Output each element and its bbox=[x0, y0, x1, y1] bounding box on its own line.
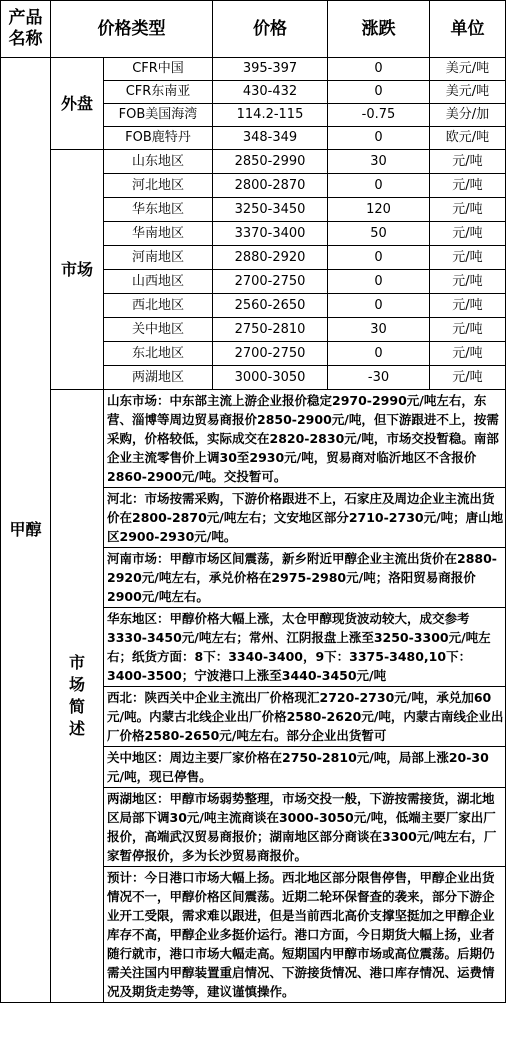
table-row bbox=[1, 150, 506, 174]
price-change: 0 bbox=[328, 127, 430, 150]
price-change: 0 bbox=[328, 81, 430, 104]
price-type: 西北地区 bbox=[104, 294, 213, 318]
price-change: -30 bbox=[328, 366, 430, 390]
price-unit: 元/吨 bbox=[430, 150, 506, 174]
price-type: FOB美国海湾 bbox=[104, 104, 213, 127]
price-value: 2700-2750 bbox=[213, 270, 328, 294]
price-value: 2750-2810 bbox=[213, 318, 328, 342]
price-change: 50 bbox=[328, 222, 430, 246]
table-row bbox=[1, 58, 506, 81]
external-label: 外盘 bbox=[51, 58, 104, 150]
summary-row bbox=[1, 390, 506, 488]
price-value: 2880-2920 bbox=[213, 246, 328, 270]
summary-label: 市场简述 bbox=[51, 390, 104, 1003]
price-change: 0 bbox=[328, 342, 430, 366]
price-change: 0 bbox=[328, 246, 430, 270]
price-type: 东北地区 bbox=[104, 342, 213, 366]
price-value: 348-349 bbox=[213, 127, 328, 150]
price-type: 华东地区 bbox=[104, 198, 213, 222]
summary-paragraph: 华东地区：甲醇价格大幅上涨，太仓甲醇现货波动较大，成交参考3330-3450元/吨左右；常州、江阴报盘上涨至3250-3300元/吨左右；纸货方面：8下：3340-3400，9下：3375-3480,10下：3400-3500；宁波港口上涨至3440-3450元/吨 bbox=[104, 608, 506, 687]
price-change: 0 bbox=[328, 294, 430, 318]
price-unit: 元/吨 bbox=[430, 222, 506, 246]
header-unit: 单位 bbox=[430, 1, 506, 58]
price-change: 30 bbox=[328, 318, 430, 342]
price-value: 3370-3400 bbox=[213, 222, 328, 246]
price-type: 关中地区 bbox=[104, 318, 213, 342]
summary-paragraph: 西北：陕西关中企业主流出厂价格现汇2720-2730元/吨，承兑加60元/吨。内蒙古北线企业出厂价格2580-2620元/吨，内蒙古南线企业出厂价格2580-2650元/吨左右。部分企业出货暂可 bbox=[104, 687, 506, 747]
price-unit: 元/吨 bbox=[430, 318, 506, 342]
price-unit: 美元/吨 bbox=[430, 58, 506, 81]
header-change: 涨跌 bbox=[328, 1, 430, 58]
header-type: 价格类型 bbox=[51, 1, 213, 58]
price-value: 114.2-115 bbox=[213, 104, 328, 127]
price-value: 2850-2990 bbox=[213, 150, 328, 174]
market-label: 市场 bbox=[51, 150, 104, 390]
price-change: 30 bbox=[328, 150, 430, 174]
price-unit: 元/吨 bbox=[430, 198, 506, 222]
price-change: 0 bbox=[328, 58, 430, 81]
price-value: 430-432 bbox=[213, 81, 328, 104]
summary-paragraph: 预计：今日港口市场大幅上扬。西北地区部分限售停售，甲醇企业出货情况不一，甲醇价格区间震荡。近期二轮环保督查的袭来，部分下游企业开工受限，需求难以跟进，但是当前西北高价支撑坚挺加之甲醇企业库存不高，甲醇企业多挺价运行。港口方面，今日期货大幅上扬，业者随行就市，港口市场大幅走高。短期国内甲醇市场或高位震荡。后期仍需关注国内甲醇装置重启情况、下游接货情况、港口库存情况、运费情况及期货走势等，建议谨慎操作。 bbox=[104, 867, 506, 1003]
header-price: 价格 bbox=[213, 1, 328, 58]
price-change: 0 bbox=[328, 174, 430, 198]
product-name: 甲醇 bbox=[1, 58, 51, 1003]
price-type: CFR中国 bbox=[104, 58, 213, 81]
price-type: 河南地区 bbox=[104, 246, 213, 270]
price-value: 2800-2870 bbox=[213, 174, 328, 198]
price-type: 山西地区 bbox=[104, 270, 213, 294]
price-unit: 美元/吨 bbox=[430, 81, 506, 104]
price-type: 华南地区 bbox=[104, 222, 213, 246]
price-change: -0.75 bbox=[328, 104, 430, 127]
price-change: 120 bbox=[328, 198, 430, 222]
price-unit: 元/吨 bbox=[430, 366, 506, 390]
summary-paragraph: 关中地区：周边主要厂家价格在2750-2810元/吨，局部上涨20-30元/吨，现已停售。 bbox=[104, 747, 506, 788]
price-unit: 美分/加 bbox=[430, 104, 506, 127]
summary-paragraph: 河北：市场按需采购，下游价格跟进不上，石家庄及周边企业主流出货价在2800-2870元/吨左右；文安地区部分2710-2730元/吨；唐山地区2900-2930元/吨。 bbox=[104, 488, 506, 548]
header-row bbox=[1, 1, 506, 58]
price-type: 两湖地区 bbox=[104, 366, 213, 390]
price-unit: 元/吨 bbox=[430, 174, 506, 198]
header-product: 产品名称 bbox=[1, 1, 51, 58]
price-value: 2700-2750 bbox=[213, 342, 328, 366]
summary-paragraph: 山东市场：中东部主流上游企业报价稳定2970-2990元/吨左右，东营、淄博等周边贸易商报价2850-2900元/吨，但下游跟进不上，按需采购，价格较低，实际成交在2820-2830元/吨，市场交投暂稳。南部企业主流零售价上调30至2930元/吨，贸易商对临沂地区不含报价2860-2900元/吨。交投暂可。 bbox=[104, 390, 506, 488]
price-value: 395-397 bbox=[213, 58, 328, 81]
price-type: 河北地区 bbox=[104, 174, 213, 198]
price-unit: 元/吨 bbox=[430, 270, 506, 294]
price-change: 0 bbox=[328, 270, 430, 294]
summary-paragraph: 河南市场：甲醇市场区间震荡，新乡附近甲醇企业主流出货价在2880-2920元/吨左右，承兑价格在2975-2980元/吨；洛阳贸易商报价2900元/吨左右。 bbox=[104, 548, 506, 608]
price-type: CFR东南亚 bbox=[104, 81, 213, 104]
price-value: 2560-2650 bbox=[213, 294, 328, 318]
price-type: 山东地区 bbox=[104, 150, 213, 174]
price-value: 3000-3050 bbox=[213, 366, 328, 390]
summary-paragraph: 两湖地区：甲醇市场弱势整理，市场交投一般，下游按需接货，湖北地区局部下调30元/吨主流商谈在3000-3050元/吨，低端主要厂家出厂报价，高端武汉贸易商报价；湖南地区部分商谈在3300元/吨左右，厂家暂停报价，多为长沙贸易商报价。 bbox=[104, 788, 506, 867]
price-value: 3250-3450 bbox=[213, 198, 328, 222]
price-unit: 元/吨 bbox=[430, 246, 506, 270]
price-unit: 元/吨 bbox=[430, 342, 506, 366]
price-type: FOB鹿特丹 bbox=[104, 127, 213, 150]
price-unit: 元/吨 bbox=[430, 294, 506, 318]
price-unit: 欧元/吨 bbox=[430, 127, 506, 150]
